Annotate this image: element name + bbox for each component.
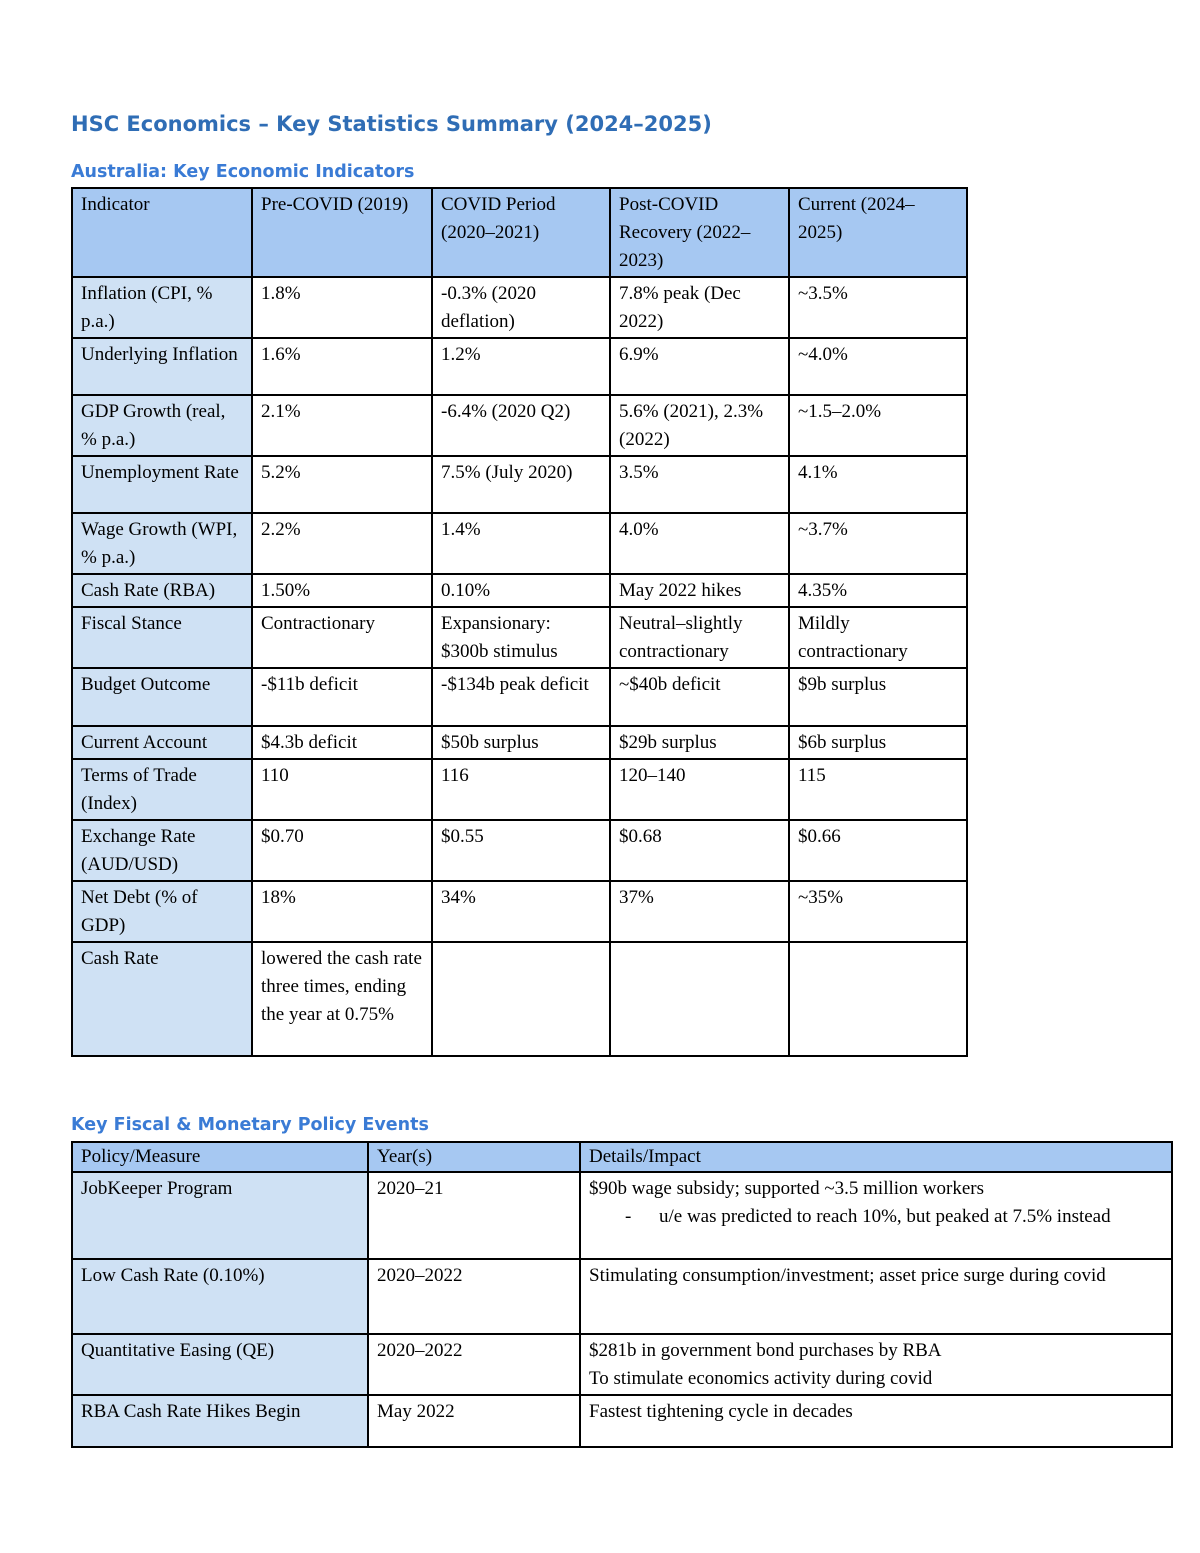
policy-name-cell: Low Cash Rate (0.10%) [72,1259,368,1334]
indicator-value-cell [432,942,610,1056]
policy-details-text: Stimulating consumption/investment; asset price surge during covid [589,1265,1106,1286]
bullet-marker: - [625,1206,632,1227]
indicator-value-cell: Mildly contractionary [789,607,967,668]
indicator-value-cell: ~3.7% [789,513,967,574]
indicator-value-cell: ~$40b deficit [610,668,789,726]
indicator-value-cell: $50b surplus [432,726,610,759]
indicator-value-cell: 7.5% (July 2020) [432,456,610,513]
indicator-label-cell: Terms of Trade (Index) [72,759,252,820]
indicator-row [72,574,967,607]
bullet-text: u/e was predicted to reach 10%, but peaked at 7.5% instead [659,1206,1111,1227]
policy-years-cell: 2020–2022 [368,1259,580,1334]
indicators-column-header: Current (2024–2025) [789,188,967,277]
indicator-label-cell: Exchange Rate (AUD/USD) [72,820,252,881]
indicators-header-row [72,188,967,277]
policy-row [72,1172,1172,1259]
indicator-label-cell: Wage Growth (WPI, % p.a.) [72,513,252,574]
indicator-value-cell: $6b surplus [789,726,967,759]
indicator-label-cell: Underlying Inflation [72,338,252,395]
indicator-value-cell: ~4.0% [789,338,967,395]
indicator-value-cell: 5.2% [252,456,432,513]
indicators-column-header: Indicator [72,188,252,277]
policy-years-cell: 2020–2022 [368,1334,580,1395]
indicator-row [72,338,967,395]
indicator-row [72,607,967,668]
indicator-row [72,668,967,726]
indicator-row [72,277,967,338]
policy-column-header: Year(s) [368,1142,580,1172]
policy-details-cell [580,1172,1172,1259]
indicator-value-cell: 0.10% [432,574,610,607]
indicator-value-cell: Expansionary: $300b stimulus [432,607,610,668]
indicator-value-cell: 6.9% [610,338,789,395]
indicator-value-cell: 18% [252,881,432,942]
indicator-value-cell: $29b surplus [610,726,789,759]
indicator-value-cell: 5.6% (2021), 2.3% (2022) [610,395,789,456]
indicators-table [71,187,968,1057]
indicator-value-cell: 1.2% [432,338,610,395]
policy-table [71,1141,1173,1448]
indicator-value-cell: May 2022 hikes [610,574,789,607]
indicator-label-cell: GDP Growth (real, % p.a.) [72,395,252,456]
indicator-label-cell: Cash Rate (RBA) [72,574,252,607]
indicator-value-cell: 1.50% [252,574,432,607]
policy-details-text: $281b in government bond purchases by RBA [589,1340,942,1361]
indicator-label-cell: Net Debt (% of GDP) [72,881,252,942]
indicator-value-cell: 3.5% [610,456,789,513]
indicator-value-cell: 1.8% [252,277,432,338]
indicator-value-cell: $0.55 [432,820,610,881]
indicator-label-cell: Inflation (CPI, % p.a.) [72,277,252,338]
policy-details-text: $90b wage subsidy; supported ~3.5 million workers [589,1178,984,1199]
policy-details-cell [580,1334,1172,1395]
indicator-label-cell: Budget Outcome [72,668,252,726]
policy-header-row [72,1142,1172,1172]
indicator-value-cell: $0.66 [789,820,967,881]
indicator-value-cell: -6.4% (2020 Q2) [432,395,610,456]
indicator-value-cell: $4.3b deficit [252,726,432,759]
policy-name-cell: Quantitative Easing (QE) [72,1334,368,1395]
indicators-table-body [72,188,967,1056]
indicator-value-cell: 1.6% [252,338,432,395]
indicator-row [72,759,967,820]
indicator-value-cell [789,942,967,1056]
policy-row [72,1334,1172,1395]
indicator-value-cell: 4.1% [789,456,967,513]
policy-heading: Key Fiscal & Monetary Policy Events [71,1115,429,1135]
indicator-label-cell: Cash Rate [72,942,252,1056]
indicator-value-cell: -$11b deficit [252,668,432,726]
indicator-row [72,942,967,1056]
indicator-value-cell: -$134b peak deficit [432,668,610,726]
indicator-value-cell: ~1.5–2.0% [789,395,967,456]
indicator-value-cell: -0.3% (2020 deflation) [432,277,610,338]
indicator-value-cell: 2.1% [252,395,432,456]
indicators-column-header: Post-COVID Recovery (2022–2023) [610,188,789,277]
indicator-value-cell: 37% [610,881,789,942]
indicators-heading: Australia: Key Economic Indicators [71,162,415,182]
indicator-value-cell: ~35% [789,881,967,942]
policy-details-cell [580,1395,1172,1447]
indicator-value-cell: 116 [432,759,610,820]
page-title: HSC Economics – Key Statistics Summary (2024–2025) [71,112,712,136]
policy-name-cell: JobKeeper Program [72,1172,368,1259]
indicator-value-cell: Neutral–slightly contractionary [610,607,789,668]
indicator-row [72,881,967,942]
indicator-row [72,513,967,574]
indicator-label-cell: Current Account [72,726,252,759]
policy-row [72,1259,1172,1334]
indicator-value-cell: 2.2% [252,513,432,574]
indicator-value-cell: 120–140 [610,759,789,820]
policy-details-cell [580,1259,1172,1334]
indicator-row [72,456,967,513]
policy-column-header: Policy/Measure [72,1142,368,1172]
policy-years-cell: May 2022 [368,1395,580,1447]
indicator-value-cell: 110 [252,759,432,820]
policy-row [72,1395,1172,1447]
indicator-value-cell: 4.35% [789,574,967,607]
policy-name-cell: RBA Cash Rate Hikes Begin [72,1395,368,1447]
indicators-column-header: Pre-COVID (2019) [252,188,432,277]
indicator-value-cell: 1.4% [432,513,610,574]
policy-bullet-item [589,1203,1163,1231]
policy-column-header: Details/Impact [580,1142,1172,1172]
indicator-row [72,395,967,456]
indicators-column-header: COVID Period (2020–2021) [432,188,610,277]
indicator-value-cell: $9b surplus [789,668,967,726]
indicator-value-cell: lowered the cash rate three times, ending the year at 0.75% [252,942,432,1056]
indicator-value-cell [610,942,789,1056]
indicator-value-cell: $0.68 [610,820,789,881]
indicator-value-cell: 4.0% [610,513,789,574]
indicator-value-cell: Contractionary [252,607,432,668]
indicator-value-cell: 115 [789,759,967,820]
indicator-row [72,820,967,881]
indicator-value-cell: 7.8% peak (Dec 2022) [610,277,789,338]
indicator-value-cell: ~3.5% [789,277,967,338]
policy-details-text: Fastest tightening cycle in decades [589,1401,853,1422]
policy-table-body [72,1142,1172,1447]
indicator-row [72,726,967,759]
policy-years-cell: 2020–21 [368,1172,580,1259]
indicator-value-cell: 34% [432,881,610,942]
indicator-label-cell: Fiscal Stance [72,607,252,668]
indicator-label-cell: Unemployment Rate [72,456,252,513]
indicator-value-cell: $0.70 [252,820,432,881]
policy-details-text: To stimulate economics activity during covid [589,1368,933,1389]
